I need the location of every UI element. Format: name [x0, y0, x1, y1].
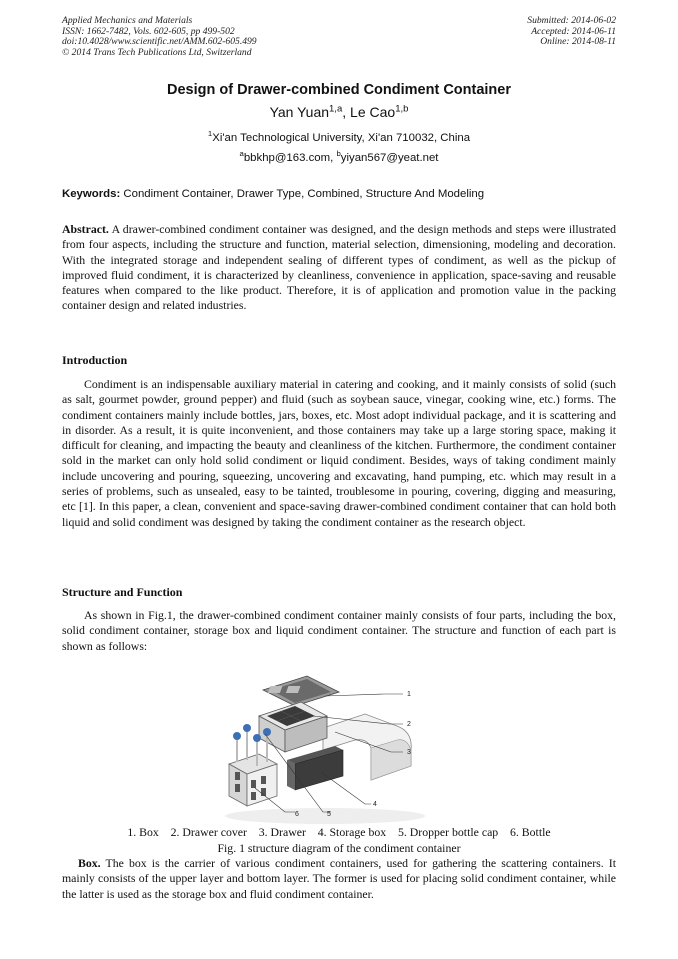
doi: doi:10.4028/www.scientific.net/AMM.602-605.499	[62, 36, 257, 48]
callout-3: 3	[407, 749, 411, 756]
author-2-affil: 1,b	[395, 103, 409, 115]
author-separator: ,	[342, 104, 351, 120]
keywords-text: Condiment Container, Drawer Type, Combined, Structure And Modeling	[120, 188, 485, 200]
condiment-container-figure	[215, 668, 435, 826]
drawer	[259, 702, 327, 752]
storage-box	[287, 746, 343, 790]
affiliation	[0, 129, 678, 144]
emails	[0, 149, 678, 164]
online-date: Online: 2014-08-11	[540, 36, 616, 48]
structure-heading: Structure and Function	[62, 585, 183, 599]
callout-6: 6	[295, 811, 299, 818]
structure-text: As shown in Fig.1, the drawer-combined condiment container mainly consists of four parts, including the box, solid condiment container, storage box and liquid condiment container. The structure and function of each part is shown as follows:	[62, 608, 616, 653]
introduction-heading: Introduction	[62, 353, 128, 367]
journal-header	[62, 16, 257, 58]
figure-part-labels: 1. Box 2. Drawer cover 3. Drawer 4. Storage box 5. Dropper bottle cap 6. Bottle	[127, 825, 551, 839]
authors	[0, 104, 678, 120]
abstract-text: A drawer-combined condiment container was designed, and the design methods and steps were illustrated from four aspects, including the structure and function, material selection, dimensioning, modeling and decoration. With the integrated storage and independent sealing of different types of condiment, as well as the pickup of improved fluid condiment, it is characterized by cleanliness, convenience in application, space-saving and reusable features when compared to the like product. Therefore, it is of application and promotion value in the packing container design and related industries.	[62, 222, 616, 313]
copyright: © 2014 Trans Tech Publications Ltd, Switzerland	[62, 46, 252, 58]
figure-caption: Fig. 1 structure diagram of the condiment container	[217, 841, 461, 855]
email-b-marker: b	[336, 149, 341, 159]
email-b: yiyan567@yeat.net	[340, 152, 439, 164]
box-section	[62, 856, 616, 902]
box-text: The box is the carrier of various condiment containers, used for gathering the scattering containers. It mainly consists of the upper layer and bottom layer. The former is used for placing solid condiment container, while the latter is used as the storage box and fluid condiment container.	[62, 856, 616, 901]
email-a: bbkhp@163.com	[243, 152, 331, 164]
email-a-marker: a	[239, 149, 244, 159]
accepted-date: Accepted: 2014-06-11	[531, 25, 616, 37]
affiliation-marker: 1	[207, 129, 213, 139]
dates-header	[527, 16, 616, 48]
paper-title: Design of Drawer-combined Condiment Container	[167, 82, 511, 98]
keywords	[62, 188, 616, 200]
submitted-date: Submitted: 2014-06-02	[527, 15, 616, 26]
drawer-cover	[263, 676, 339, 706]
callout-5: 5	[327, 811, 331, 818]
email-separator: ,	[330, 152, 337, 164]
abstract-label: Abstract.	[62, 222, 109, 236]
callout-1: 1	[407, 691, 411, 698]
callout-2: 2	[407, 721, 411, 728]
journal-name: Applied Mechanics and Materials	[62, 15, 193, 26]
keywords-label: Keywords:	[62, 188, 121, 200]
issn: ISSN: 1662-7482, Vols. 602-605, pp 499-502	[62, 25, 235, 37]
introduction-text: Condiment is an indispensable auxiliary material in catering and cooking, and it mainly consists of solid (such as salt, gourmet powder, ground pepper) and fluid (such as soybean sauce, vinegar, cooking wine, etc.) forms. The condiment containers mainly include bottles, jars, boxes, etc. Most adopt individual package, and it is scattering and in disorder. As a result, it is quite inconvenient, and those containers may take up a large storing space, making it difficult for cleaning, and impacting the beauty and cleanliness of the kitchen. Furthermore, the condiment container sold in the market can only hold solid condiment or liquid condiment. Besides, ways of taking condiment mainly include uncovering and pouring, squeezing, uncovering and excavating, hand pumping, etc. which may result in a series of problems, such as unsealed, easy to be tainted, troublesome in pouring, covering, digging and measuring, etc [1]. In this paper, a clean, convenient and space-saving drawer-combined condiment container that can hold both liquid and solid condiment was designed by taking the condiment container as the research object.	[62, 377, 616, 529]
author-1: Yan Yuan	[269, 104, 330, 120]
box-label: Box.	[78, 856, 101, 870]
callout-4: 4	[373, 801, 377, 808]
figure-shadow	[225, 808, 425, 824]
author-2: Le Cao	[350, 104, 396, 120]
affiliation-text: Xi'an Technological University, Xi'an 710032, China	[212, 132, 471, 144]
author-1-affil: 1,a	[329, 103, 343, 115]
abstract	[62, 222, 616, 314]
